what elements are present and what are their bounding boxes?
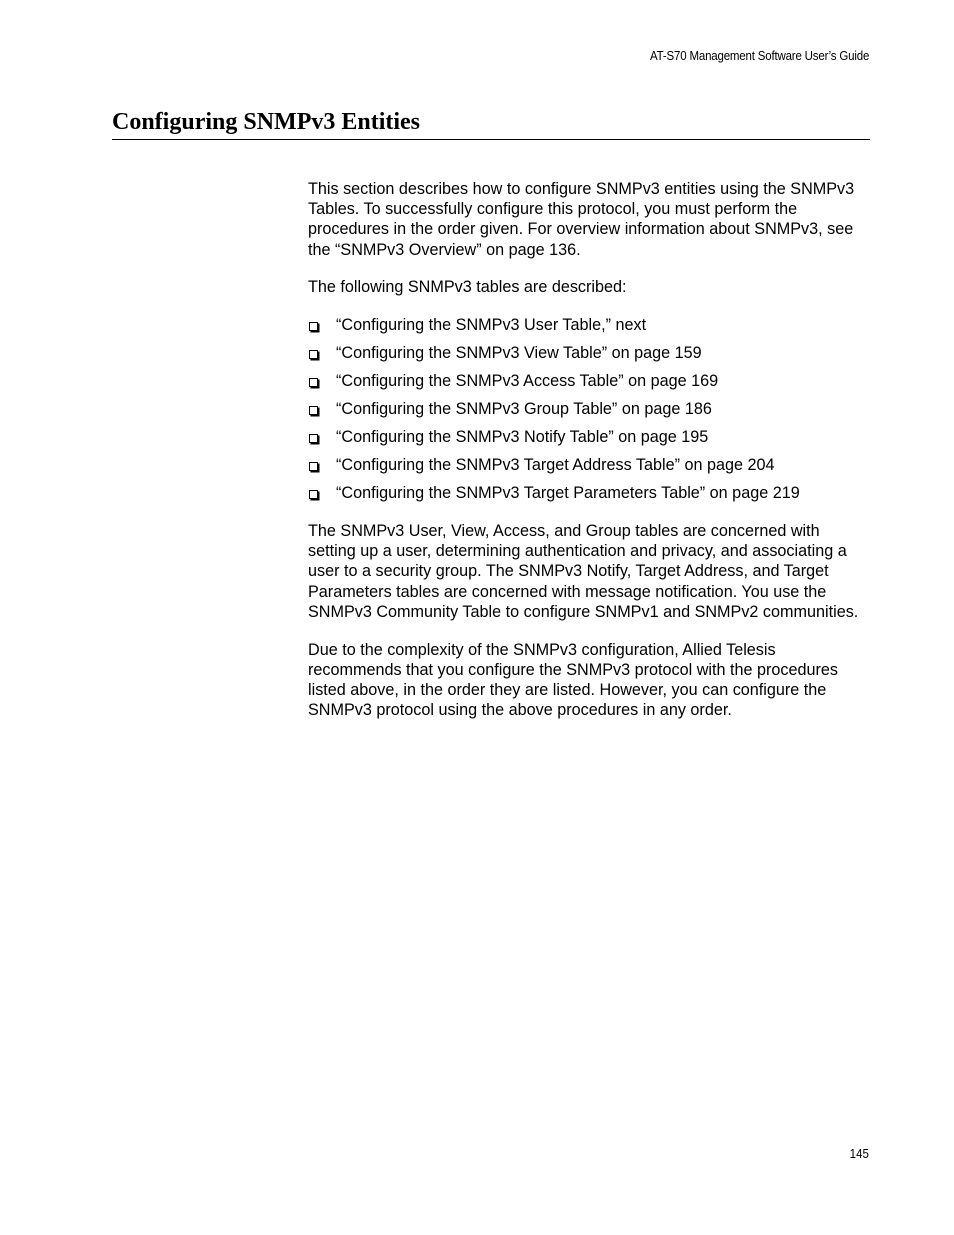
checkbox-bullet-icon xyxy=(309,406,318,415)
list-item xyxy=(308,427,870,455)
list-item-text: “Configuring the SNMPv3 Target Parameters Table” on page 219 xyxy=(336,484,800,503)
tables-paragraph: The SNMPv3 User, View, Access, and Group tables are concerned with setting up a user, determining authentication and privacy, and associating a user to a security group. The SNMPv3 Notify, Target Address, and Target Parameters tables are concerned with message notification. You use the SNMPv3 Community Table to configure SNMPv1 and SNMPv2 communities. xyxy=(308,521,859,621)
checkbox-bullet-icon xyxy=(309,490,318,499)
page-number: 145 xyxy=(849,1147,869,1161)
title-rule xyxy=(112,139,870,140)
checkbox-bullet-icon xyxy=(309,434,318,443)
list-item-text: “Configuring the SNMPv3 Group Table” on page 186 xyxy=(336,400,712,419)
running-header: AT-S70 Management Software User’s Guide xyxy=(649,49,869,63)
list-item-text: “Configuring the SNMPv3 Notify Table” on page 195 xyxy=(336,428,709,447)
list-item-text: “Configuring the SNMPv3 Target Address Table” on page 204 xyxy=(336,456,775,475)
list-item-text: “Configuring the SNMPv3 User Table,” next xyxy=(336,316,647,335)
list-item xyxy=(308,343,870,371)
section-body xyxy=(308,179,870,738)
list-item-text: “Configuring the SNMPv3 View Table” on page 159 xyxy=(336,344,702,363)
intro-paragraph: This section describes how to configure SNMPv3 entities using the SNMPv3 Tables. To successfully configure this protocol, you must perform the procedures in the order given. For overview information about SNMPv3, see the “SNMPv3 Overview” on page 136. xyxy=(308,180,855,259)
checkbox-bullet-icon xyxy=(309,350,318,359)
list-item-text: “Configuring the SNMPv3 Access Table” on page 169 xyxy=(336,372,719,391)
complexity-paragraph: Due to the complexity of the SNMPv3 configuration, Allied Telesis recommends that you configure the SNMPv3 protocol with the procedures listed above, in the order they are listed. However, you can configure the SNMPv3 protocol using the above procedures in any order. xyxy=(308,640,838,720)
list-item xyxy=(308,455,870,483)
table-list xyxy=(308,315,870,503)
checkbox-bullet-icon xyxy=(309,322,318,331)
section-title: Configuring SNMPv3 Entities xyxy=(112,109,421,135)
checkbox-bullet-icon xyxy=(309,462,318,471)
list-item xyxy=(308,483,870,503)
list-intro-paragraph: The following SNMPv3 tables are described: xyxy=(308,278,627,297)
list-item xyxy=(308,399,870,427)
list-item xyxy=(308,371,870,399)
checkbox-bullet-icon xyxy=(309,378,318,387)
list-item xyxy=(308,315,870,343)
